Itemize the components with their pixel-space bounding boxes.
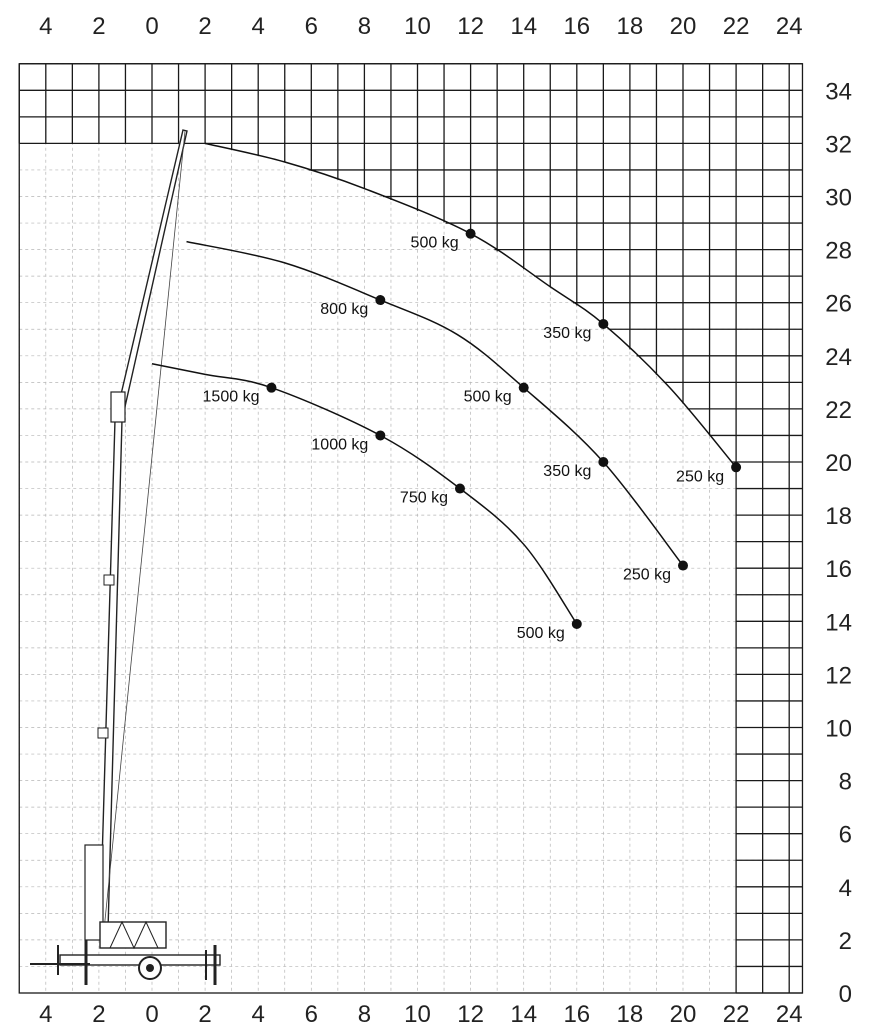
x-tick-label-top: 12 xyxy=(457,13,484,40)
boom-joint xyxy=(111,392,125,422)
x-tick-label-bottom: 12 xyxy=(457,1001,484,1024)
y-tick-label: 12 xyxy=(825,662,852,690)
x-tick-label-top: 22 xyxy=(722,13,750,40)
y-tick-label: 0 xyxy=(838,981,852,1008)
grid xyxy=(19,64,802,993)
load-point xyxy=(375,430,385,440)
load-point xyxy=(519,383,529,393)
x-tick-label-bottom: 10 xyxy=(404,1001,431,1024)
x-tick-label-top: 2 xyxy=(198,13,212,40)
x-tick-label-bottom: 14 xyxy=(510,1001,538,1024)
y-tick-label: 30 xyxy=(825,184,852,212)
load-point xyxy=(572,619,582,629)
x-tick-label-top: 2 xyxy=(92,13,106,40)
y-tick-label: 32 xyxy=(825,131,852,159)
x-tick-label-top: 24 xyxy=(775,13,803,40)
load-point xyxy=(731,462,741,472)
x-tick-label-bottom: 22 xyxy=(722,1001,750,1024)
x-tick-label-bottom: 18 xyxy=(616,1001,644,1024)
load-point xyxy=(598,319,608,329)
x-tick-label-top: 6 xyxy=(304,13,318,40)
y-tick-label: 26 xyxy=(825,290,852,318)
load-point xyxy=(466,229,476,239)
boom-joint xyxy=(98,728,108,738)
x-tick-label-bottom: 4 xyxy=(251,1001,265,1024)
y-tick-label: 28 xyxy=(825,237,852,265)
y-tick-label: 16 xyxy=(825,556,852,584)
load-point-label: 500 kg xyxy=(463,388,512,406)
x-tick-label-bottom: 16 xyxy=(563,1001,591,1024)
load-point xyxy=(598,457,608,467)
load-curve-2 xyxy=(187,242,683,566)
crane-drawing xyxy=(30,130,220,985)
crane-hub xyxy=(146,964,154,972)
load-point-label: 500 kg xyxy=(410,234,459,252)
chart-frame xyxy=(19,64,802,993)
boom-joint xyxy=(104,575,114,585)
y-tick-label: 14 xyxy=(825,609,852,637)
x-tick-label-top: 8 xyxy=(357,13,372,40)
load-point-label: 350 kg xyxy=(543,463,592,480)
x-tick-label-bottom: 4 xyxy=(39,1001,53,1024)
x-tick-label-top: 14 xyxy=(510,13,538,40)
x-tick-label-top: 4 xyxy=(251,13,265,40)
x-tick-label-bottom: 2 xyxy=(92,1001,106,1024)
load-curves xyxy=(152,143,741,642)
x-tick-label-bottom: 0 xyxy=(145,1001,159,1024)
tick-labels xyxy=(39,13,852,1024)
y-tick-label: 6 xyxy=(838,821,852,849)
load-point xyxy=(375,295,385,305)
x-tick-label-bottom: 24 xyxy=(775,1001,803,1024)
x-tick-label-top: 0 xyxy=(145,13,159,40)
x-tick-label-top: 16 xyxy=(563,13,591,40)
y-tick-label: 10 xyxy=(825,715,852,743)
y-tick-label: 4 xyxy=(838,874,852,902)
load-point-label: 800 kg xyxy=(320,301,369,319)
y-tick-label: 2 xyxy=(838,927,852,955)
x-tick-label-bottom: 2 xyxy=(198,1001,212,1024)
load-point-label: 250 kg xyxy=(676,468,725,486)
load-point-label: 750 kg xyxy=(399,489,448,507)
x-tick-label-top: 20 xyxy=(669,13,697,40)
x-tick-label-top: 4 xyxy=(39,13,53,40)
y-tick-label: 22 xyxy=(825,396,852,424)
load-point xyxy=(678,561,688,571)
y-tick-label: 34 xyxy=(825,78,852,106)
load-point-label: 350 kg xyxy=(543,324,592,342)
y-tick-label: 20 xyxy=(825,450,852,477)
x-tick-label-top: 10 xyxy=(404,13,431,40)
x-tick-label-bottom: 20 xyxy=(669,1001,697,1024)
crane-boom xyxy=(100,130,187,930)
load-point-label: 1000 kg xyxy=(311,436,369,454)
y-tick-label: 8 xyxy=(838,768,852,796)
y-tick-label: 18 xyxy=(825,503,852,531)
load-point-label: 500 kg xyxy=(516,624,565,642)
load-point-label: 250 kg xyxy=(622,566,671,584)
x-tick-label-bottom: 6 xyxy=(304,1001,318,1024)
x-tick-label-top: 18 xyxy=(616,13,644,40)
load-point xyxy=(266,383,276,393)
load-point xyxy=(455,484,465,494)
load-point-label: 1500 kg xyxy=(202,388,260,406)
y-tick-label: 24 xyxy=(825,343,852,371)
x-tick-label-bottom: 8 xyxy=(357,1001,372,1024)
